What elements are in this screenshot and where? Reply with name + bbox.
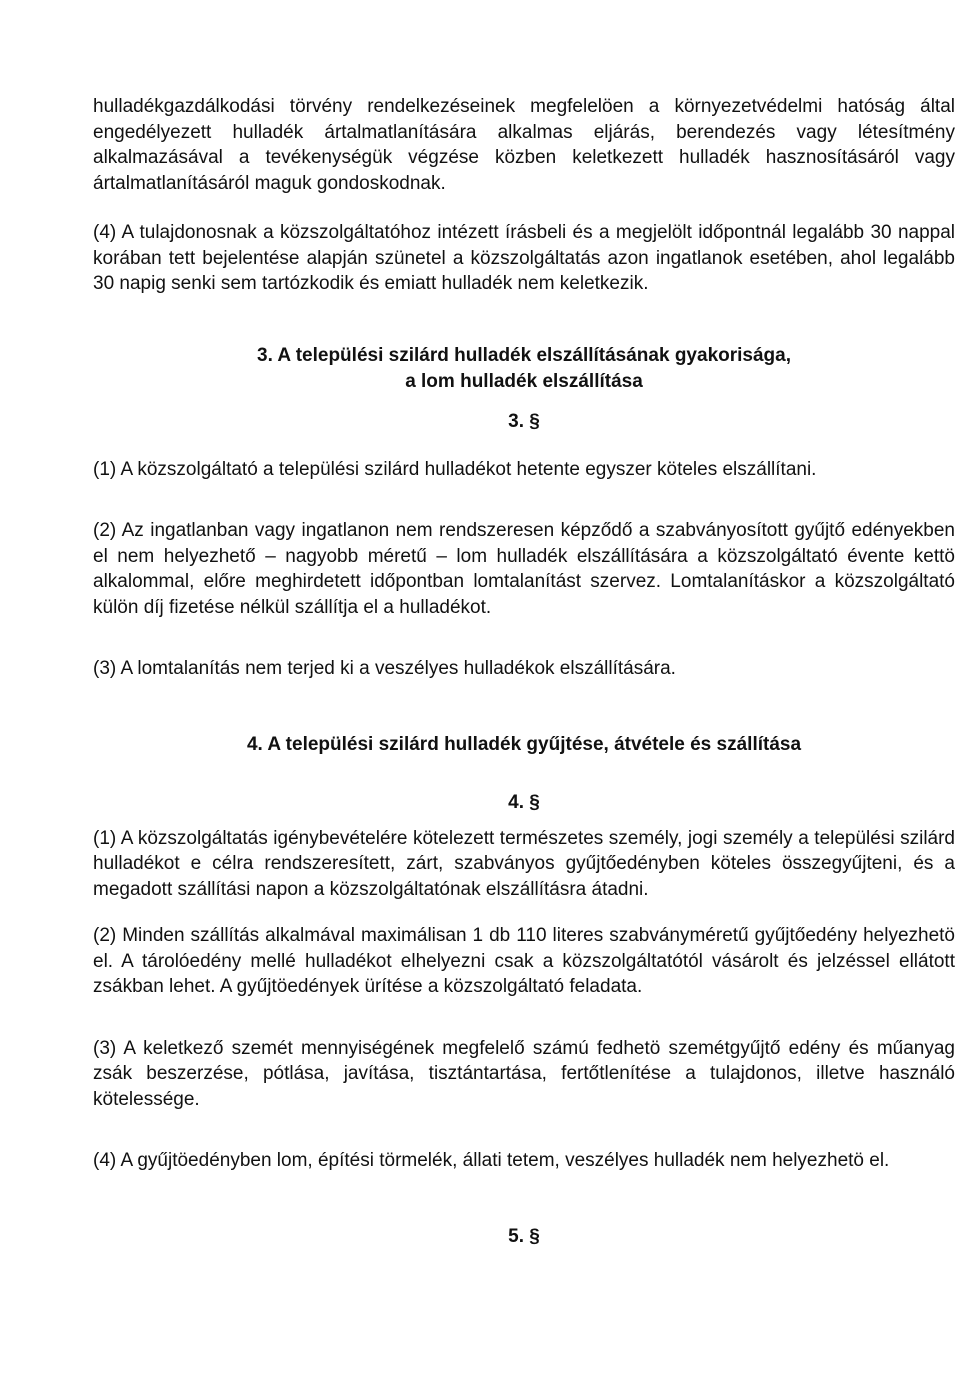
section-3-mark: 3. § [508, 410, 540, 432]
paragraph-3-2: (2) Az ingatlanban vagy ingatlanon nem rendszeresen képződő a szabványosított gyűjtő edényekben el nem helyezhető – nagyobb méretű – lom hulladék elszállítására a közszolgáltató évente kettö alkalommal, előre meghirdetett időpontban lomtalanítást szervez. Lomtalanításkor a közszolgáltató külön díj fizetése nélkül szállítja el a hulladékot. [93, 520, 955, 618]
paragraph-3-3: (3) A lomtalanítás nem terjed ki a veszélyes hulladékok elszállítására. [93, 658, 676, 679]
chapter-3-heading-line1: 3. A települési szilárd hulladék elszállításának gyakorisága, [257, 344, 791, 366]
paragraph-4-2: (2) Minden szállítás alkalmával maximálisan 1 db 110 literes szabványméretű gyűjtőedény helyezhetö el. A tárolóedény mellé hulladékot elhelyezni csak a közszolgáltatótól vásárolt és jelzéssel ellátott zsákban lehet. A gyűjtöedények ürítése a közszolgáltató feladata. [93, 925, 955, 997]
document-page [93, 94, 955, 1250]
paragraph-3-1: (1) A közszolgáltató a települési szilárd hulladékot hetente egyszer köteles elszállítani. [93, 458, 817, 480]
paragraph-intro: hulladékgazdálkodási törvény rendelkezéseinek megfelelöen a környezetvédelmi hatóság által engedélyezett hulladék ártalmatlanítására alkalmas eljárás, berendezés vagy létesítmény alkalmazásával a tevékenységük végzése közben keletkezett hulladék hasznosításáról vagy ártalmatlanításáról maguk gondoskodnak. [93, 96, 955, 194]
paragraph-4-4: (4) A gyűjtöedényben lom, építési törmelék, állati tetem, veszélyes hulladék nem helyezhetö el. [93, 1150, 890, 1171]
section-4-mark: 4. § [508, 791, 540, 813]
paragraph-4-1: (1) A közszolgáltatás igénybevételére kötelezett természetes személy, jogi személy a települési szilárd hulladékot e célra rendszeresített, zárt, szabványos gyűjtőedényben köteles összegyűjteni, és a megadott szállítási napon a közszolgáltatónak elszállításra átadni. [93, 827, 955, 900]
paragraph-4-3: (3) A keletkező szemét mennyiségének megfelelő számú fedhetö szemétgyűjtő edény és műanyag zsák beszerzése, pótlása, javítása, tisztántartása, fertőtlenítése a tulajdonos, illetve használó kötelessége. [93, 1037, 955, 1110]
paragraph-2-4: (4) A tulajdonosnak a közszolgáltatóhoz intézett írásbeli és a megjelölt időpontnál legalább 30 nappal korában tett bejelentése alapján szünetel a közszolgáltatás azon ingatlanok esetében, ahol legalább 30 napig senki sem tartózkodik és emiatt hulladék nem keletkezik. [93, 222, 955, 294]
chapter-4-heading: 4. A települési szilárd hulladék gyűjtése, átvétele és szállítása [246, 733, 802, 755]
section-5-mark: 5. § [508, 1225, 540, 1247]
chapter-3-heading-line2: a lom hulladék elszállítása [405, 370, 643, 392]
